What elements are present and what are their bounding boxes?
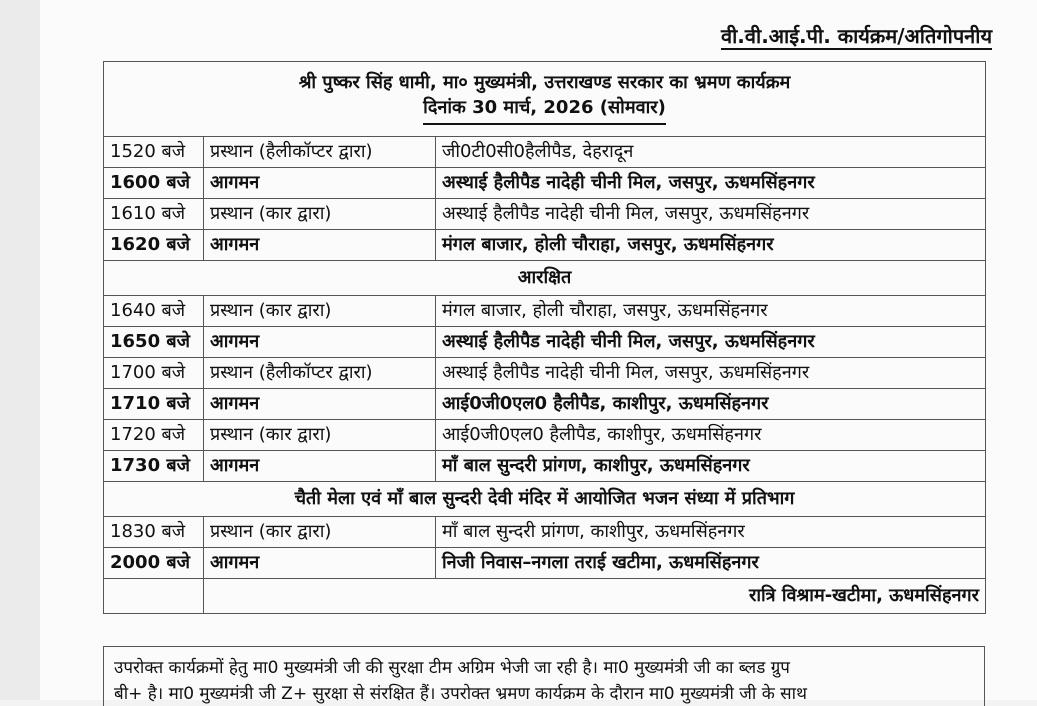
place-cell: आई0जी0एल0 हैलीपैड, काशीपुर, ऊधमसिंहनगर — [436, 420, 986, 451]
place-cell: माँ बाल सुन्दरी प्रांगण, काशीपुर, ऊधमसिंहनगर — [436, 517, 986, 548]
footer-note — [103, 646, 985, 706]
time-cell: 1600 बजे — [104, 168, 204, 199]
schedule-row — [104, 137, 986, 168]
time-cell: 1650 बजे — [104, 327, 204, 358]
schedule-row — [104, 358, 986, 389]
place-cell: मंगल बाजार, होली चौराहा, जसपुर, ऊधमसिंहनगर — [436, 296, 986, 327]
document-date: दिनांक 30 मार्च, 2026 (सोमवार) — [423, 93, 666, 125]
schedule-row — [104, 199, 986, 230]
schedule-row — [104, 420, 986, 451]
title-cell — [104, 62, 986, 137]
time-cell: 2000 बजे — [104, 548, 204, 579]
event-cell: प्रस्थान (कार द्वारा) — [204, 420, 436, 451]
event-cell: प्रस्थान (कार द्वारा) — [204, 517, 436, 548]
time-cell: 1640 बजे — [104, 296, 204, 327]
schedule-row — [104, 230, 986, 261]
place-cell: अस्थाई हैलीपैड नादेही चीनी मिल, जसपुर, ऊधमसिंहनगर — [436, 168, 986, 199]
place-cell: निजी निवास–नगला तराई खटीमा, ऊधमसिंहनगर — [436, 548, 986, 579]
schedule-row — [104, 548, 986, 579]
program-heading: चैती मेला एवं माँ बाल सुन्दरी देवी मंदिर में आयोजित भजन संध्या में प्रतिभाग — [104, 482, 986, 517]
reserved-row — [104, 261, 986, 296]
reserved-label: आरक्षित — [104, 261, 986, 296]
time-cell: 1520 बजे — [104, 137, 204, 168]
place-cell: जी0टी0सी0हैलीपैड, देहरादून — [436, 137, 986, 168]
event-cell: प्रस्थान (हैलीकॉप्टर द्वारा) — [204, 137, 436, 168]
event-cell: प्रस्थान (हैलीकॉप्टर द्वारा) — [204, 358, 436, 389]
time-cell: 1610 बजे — [104, 199, 204, 230]
schedule-table — [103, 61, 986, 614]
place-cell: माँ बाल सुन्दरी प्रांगण, काशीपुर, ऊधमसिंहनगर — [436, 451, 986, 482]
place-cell: अस्थाई हैलीपैड नादेही चीनी मिल, जसपुर, ऊधमसिंहनगर — [436, 358, 986, 389]
time-cell: 1710 बजे — [104, 389, 204, 420]
event-cell: आगमन — [204, 389, 436, 420]
schedule-row — [104, 517, 986, 548]
footer-line-2: बी+ है। मा0 मुख्यमंत्री जी Z+ सुरक्षा से संरक्षित हैं। उपरोक्त भ्रमण कार्यक्रम के दौरान मा0 मुख्यमंत्री जी के साथ — [114, 684, 807, 704]
title-row — [104, 62, 986, 137]
event-cell: आगमन — [204, 548, 436, 579]
place-cell: आई0जी0एल0 हैलीपैड, काशीपुर, ऊधमसिंहनगर — [436, 389, 986, 420]
schedule-row — [104, 327, 986, 358]
time-cell: 1620 बजे — [104, 230, 204, 261]
night-rest-spacer — [104, 579, 204, 614]
event-cell: आगमन — [204, 451, 436, 482]
program-heading-row — [104, 482, 986, 517]
schedule-row — [104, 168, 986, 199]
schedule-row — [104, 451, 986, 482]
place-cell: अस्थाई हैलीपैड नादेही चीनी मिल, जसपुर, ऊधमसिंहनगर — [436, 327, 986, 358]
event-cell: आगमन — [204, 327, 436, 358]
left-margin-strip — [0, 0, 40, 700]
classification-label: वी.वी.आई.पी. कार्यक्रम/अतिगोपनीय — [721, 24, 993, 48]
place-cell: मंगल बाजार, होली चौराहा, जसपुर, ऊधमसिंहनगर — [436, 230, 986, 261]
event-cell: आगमन — [204, 168, 436, 199]
time-cell: 1830 बजे — [104, 517, 204, 548]
night-rest-label: रात्रि विश्राम-खटीमा, ऊधमसिंहनगर — [204, 579, 986, 614]
time-cell: 1700 बजे — [104, 358, 204, 389]
event-cell: प्रस्थान (कार द्वारा) — [204, 296, 436, 327]
night-rest-row — [104, 579, 986, 614]
time-cell: 1730 बजे — [104, 451, 204, 482]
event-cell: आगमन — [204, 230, 436, 261]
time-cell: 1720 बजे — [104, 420, 204, 451]
schedule-row — [104, 389, 986, 420]
footer-line-1: उपरोक्त कार्यक्रमों हेतु मा0 मुख्यमंत्री जी की सुरक्षा टीम अग्रिम भेजी जा रही है। मा0 मुख्यमंत्री जी का ब्लड ग्रुप — [114, 658, 790, 678]
event-cell: प्रस्थान (कार द्वारा) — [204, 199, 436, 230]
document-title: श्री पुष्कर सिंह धामी, मा० मुख्यमंत्री, उत्तराखण्ड सरकार का भ्रमण कार्यक्रम — [298, 72, 791, 93]
place-cell: अस्थाई हैलीपैड नादेही चीनी मिल, जसपुर, ऊधमसिंहनगर — [436, 199, 986, 230]
schedule-row — [104, 296, 986, 327]
